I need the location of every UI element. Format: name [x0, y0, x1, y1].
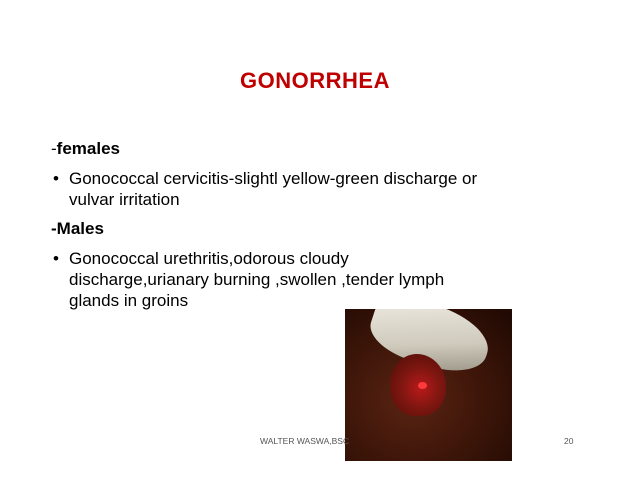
bullet-icon: •: [53, 249, 59, 268]
slide-body: [51, 138, 571, 319]
males-heading: -Males: [51, 219, 104, 238]
discharge-spot: [418, 382, 427, 389]
females-bullet: [51, 168, 571, 210]
footer-page-number: 20: [564, 436, 574, 446]
females-bullet-text: Gonococcal cervicitis-slightl yellow-green discharge or vulvar irritation: [69, 169, 478, 209]
males-bullet: [51, 248, 571, 311]
males-bullet-text: Gonococcal urethritis,odorous cloudy discharge,urianary burning ,swollen ,tender lymph glands in groins: [69, 249, 445, 310]
females-heading: [51, 138, 571, 159]
clinical-photo: [345, 309, 512, 461]
females-label: females: [56, 139, 120, 158]
females-dash: -: [51, 139, 57, 158]
slide-title: GONORRHEA: [240, 68, 390, 93]
footer-author: WALTER WASWA,BSC: [260, 436, 350, 446]
bullet-icon: •: [53, 169, 59, 188]
